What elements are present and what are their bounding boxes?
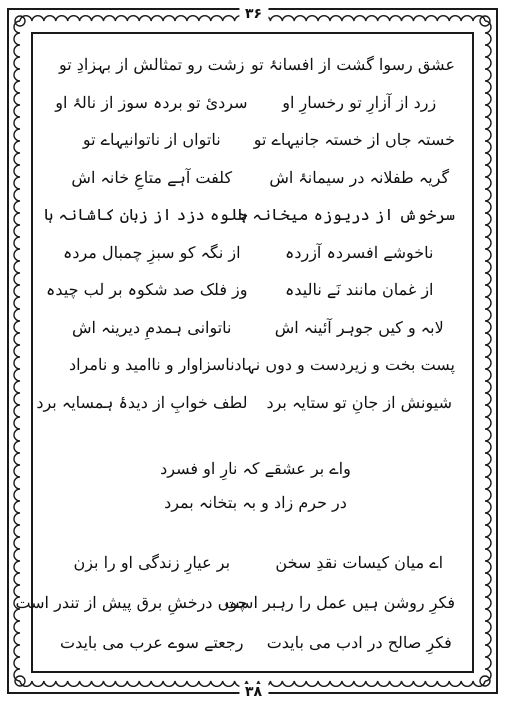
center-couplet xyxy=(56,452,455,520)
verse-block-2 xyxy=(15,542,455,662)
verse-row xyxy=(56,159,455,197)
hemistich-left: ناتوانی ہمدمِ دیرینہ اش xyxy=(72,317,232,337)
hemistich-right: زرد از آزارِ تو رخسارِ او xyxy=(282,92,437,112)
hemistich-right: از غمان مانند نَے نالیدہ xyxy=(284,280,434,300)
verse-row xyxy=(56,234,455,272)
page-number-bottom: ۳۸ xyxy=(239,684,268,700)
hemistich-right: گریہ طفلانہ در سیمانۂ اش xyxy=(269,167,450,187)
page-number-top: ۳۶ xyxy=(239,6,268,22)
hemistich-right: خستہ جاں از خستہ جانیہاے تو xyxy=(253,130,455,150)
verse-row xyxy=(56,309,455,347)
hemistich-left: از نگہ کو سبزِ چمبال مردہ xyxy=(62,242,241,262)
hemistich-right: سرخوش از دریوزہ میخانہ ہا xyxy=(237,205,455,225)
verse-row xyxy=(56,622,455,662)
hemistich-left: ناسزاوار و ناامید و نامراد xyxy=(68,355,235,375)
verse-row xyxy=(56,542,455,582)
hemistich-left: سردیٔ تو بردہ سوز از نالۂ او xyxy=(55,92,248,112)
hemistich-left: رجعتے سوے عرب می بایدت xyxy=(60,632,244,652)
verse-row xyxy=(56,46,455,84)
verse-row xyxy=(43,196,455,234)
couplet-line-1: واے بر عشقے کہ نارِ او فسرد xyxy=(160,459,351,478)
hemistich-left: ناتواں از ناتوانیہاے تو xyxy=(82,130,221,150)
verse-block-1 xyxy=(36,46,455,421)
hemistich-right: فکرِ صالح در ادب می بایدت xyxy=(266,632,452,652)
hemistich-left: کلفت آہے متاعِ خانہ اش xyxy=(71,167,233,187)
hemistich-left: چوں درخشِ برق پیش از تندر است xyxy=(15,592,248,612)
hemistich-right: فکرِ روشن ہیں عمل را رہبر است xyxy=(224,592,455,612)
verse-row xyxy=(56,346,455,384)
hemistich-left: زشت رو تمثالش از بہزادِ تو xyxy=(58,55,245,75)
hemistich-left: جلوہ دزد از زبان کاشانہ ہا xyxy=(43,205,248,225)
verse-row xyxy=(56,84,455,122)
hemistich-left: بر عیارِ زندگی او را بزن xyxy=(73,552,231,572)
verse-row xyxy=(46,271,455,309)
hemistich-left: لطف خوابِ از دیدۂ ہمسایہ برد xyxy=(36,392,248,412)
hemistich-right: پست بخت و زیردست و دوں نہاد xyxy=(234,355,455,375)
hemistich-right: عشق رسوا گشت از افسانۂ تو xyxy=(251,55,455,75)
hemistich-right: شیونش از جانِ تو ستایہ برد xyxy=(266,392,452,412)
hemistich-right: لابہ و کیں جوہر آئینہ اش xyxy=(274,317,444,337)
verse-row xyxy=(15,582,455,622)
hemistich-right: ناخوشے افسردہ آزردہ xyxy=(284,242,434,262)
hemistich-left: وز فلک صد شکوہ بر لب چیدہ xyxy=(46,280,248,300)
couplet-line-2: در حرم زاد و بہ بتخانہ بمرد xyxy=(164,493,347,512)
verse-row xyxy=(56,121,455,159)
hemistich-right: اے میان کیسات نقدِ سخن xyxy=(275,552,444,572)
verse-row xyxy=(36,384,455,422)
